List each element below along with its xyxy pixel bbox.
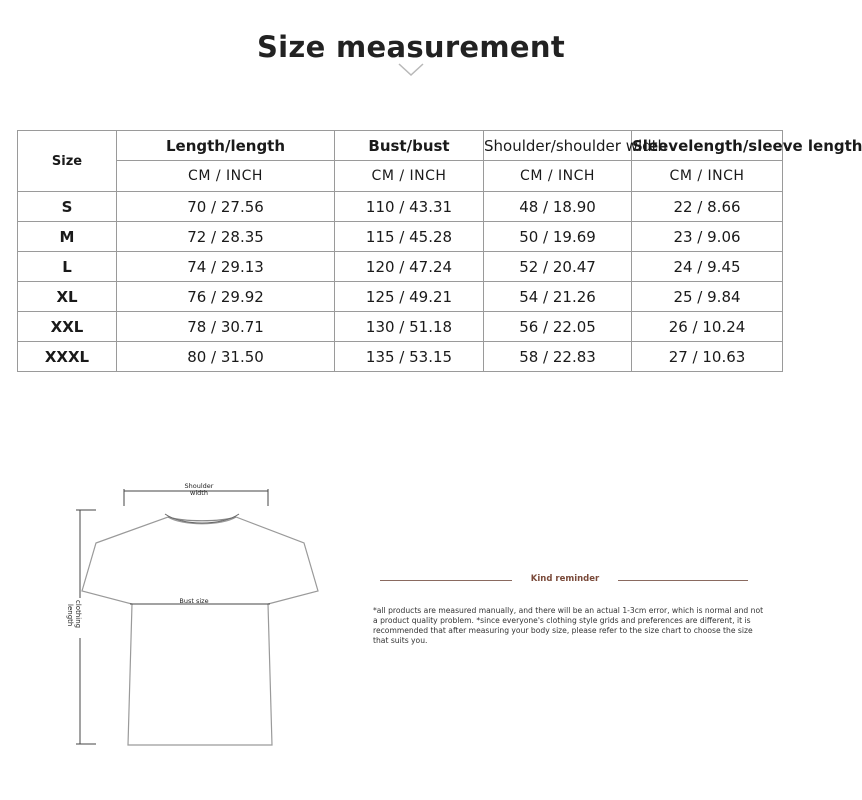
table-cell: 23 / 9.06	[632, 222, 783, 252]
table-cell: 130 / 51.18	[335, 312, 484, 342]
table-cell: 26 / 10.24	[632, 312, 783, 342]
bust-column-header: Bust/bust	[335, 131, 484, 161]
tshirt-outline	[82, 517, 318, 745]
size-cell: XXL	[18, 312, 117, 342]
table-cell: 52 / 20.47	[484, 252, 632, 282]
table-cell: 70 / 27.56	[117, 192, 335, 222]
table-cell: 72 / 28.35	[117, 222, 335, 252]
size-cell: S	[18, 192, 117, 222]
bust-size-label: Bust size	[179, 597, 209, 605]
table-cell: 115 / 45.28	[335, 222, 484, 252]
table-cell: 110 / 43.31	[335, 192, 484, 222]
sleeve-column-header: Sleevelength/sleeve length	[632, 131, 783, 161]
table-cell: 78 / 30.71	[117, 312, 335, 342]
shoulder-width-label: Shoulder	[184, 482, 214, 490]
reminder-title: Kind reminder	[530, 574, 600, 584]
table-cell: 24 / 9.45	[632, 252, 783, 282]
table-cell: 80 / 31.50	[117, 342, 335, 372]
page-title: Size measurement	[257, 30, 565, 64]
reminder-text: *all products are measured manually, and there will be an actual 1-3cm error, which is normal and not a product quality problem. *since everyone's clothing style grids and preferences are different, it is recommended that after measuring your body size, please refer to the size chart to choose the size that suits you.	[373, 606, 764, 645]
size-column-header: Size	[18, 131, 117, 192]
shoulder-width-label: width	[190, 489, 208, 497]
table-cell: 48 / 18.90	[484, 192, 632, 222]
table-cell: 135 / 53.15	[335, 342, 484, 372]
table-cell: 25 / 9.84	[632, 282, 783, 312]
shoulder-column-header: Shoulder/shoulder width	[484, 131, 632, 161]
table-cell: 74 / 29.13	[117, 252, 335, 282]
sleeve-unit: CM / INCH	[632, 161, 783, 192]
table-cell: 120 / 47.24	[335, 252, 484, 282]
table-cell: 50 / 19.69	[484, 222, 632, 252]
divider	[618, 580, 748, 581]
size-cell: XXXL	[18, 342, 117, 372]
size-cell: L	[18, 252, 117, 282]
clothing-length-label: length	[66, 604, 74, 627]
clothing-length-label: clothing	[74, 600, 82, 629]
size-cell: M	[18, 222, 117, 252]
table-cell: 27 / 10.63	[632, 342, 783, 372]
table-cell: 54 / 21.26	[484, 282, 632, 312]
table-cell: 58 / 22.83	[484, 342, 632, 372]
table-cell: 22 / 8.66	[632, 192, 783, 222]
bust-unit: CM / INCH	[335, 161, 484, 192]
table-cell: 76 / 29.92	[117, 282, 335, 312]
length-unit: CM / INCH	[117, 161, 335, 192]
shoulder-unit: CM / INCH	[484, 161, 632, 192]
length-column-header: Length/length	[117, 131, 335, 161]
size-cell: XL	[18, 282, 117, 312]
table-cell: 125 / 49.21	[335, 282, 484, 312]
divider	[380, 580, 512, 581]
table-cell: 56 / 22.05	[484, 312, 632, 342]
